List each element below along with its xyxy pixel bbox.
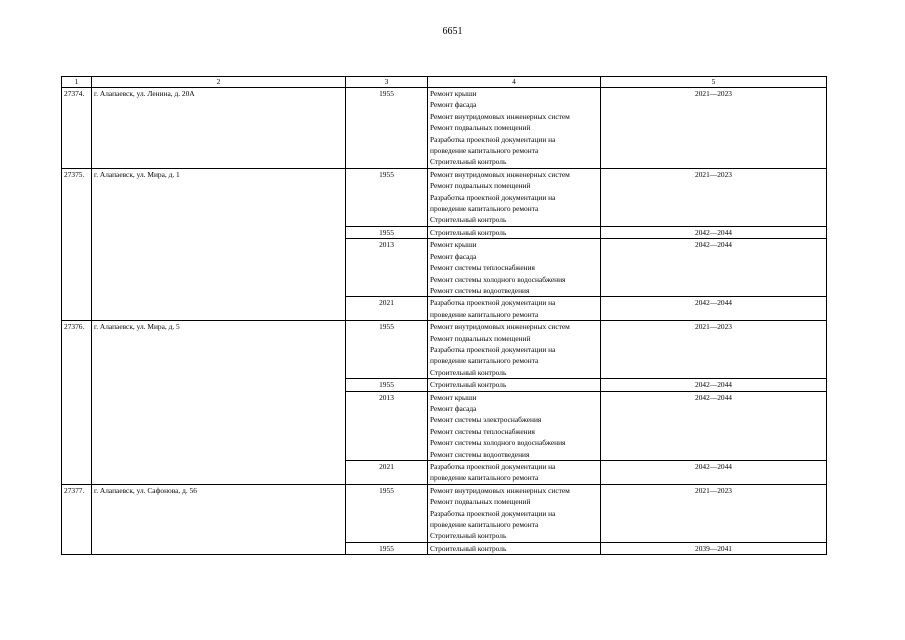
period-cell: 2042—2044 (601, 461, 827, 485)
work-item: Строительный контроль (430, 531, 507, 541)
work-item: Разработка проектной документации на (430, 344, 556, 354)
work-item: Разработка проектной документации на (430, 192, 556, 202)
page-number: 6651 (442, 26, 463, 37)
work-item: Ремонт внутридомовых инженерных систем (430, 485, 570, 495)
column-header-number: 1 (62, 77, 92, 88)
work-item: Ремонт крыши (430, 89, 477, 98)
period-cell: 2042—2044 (601, 297, 827, 321)
period-cell: 2021—2023 (601, 168, 827, 226)
table-row (62, 484, 827, 542)
period-cell: 2021—2023 (601, 484, 827, 542)
table-row (62, 321, 827, 379)
period-cell: 2021—2023 (601, 88, 827, 169)
work-item: проведение капитального ремонта (430, 473, 539, 483)
works-cell (428, 461, 601, 485)
works-cell (428, 542, 601, 554)
work-item: Ремонт системы водоотведения (430, 285, 530, 295)
works-cell (428, 391, 601, 460)
work-item: Строительный контроль (430, 227, 507, 237)
building-number-cell: 27374. (62, 88, 92, 169)
column-header-year: 3 (346, 77, 428, 88)
address-cell: г. Алапаевск, ул. Ленина, д. 20А (92, 88, 346, 169)
work-item: Ремонт подвальных помещений (430, 181, 531, 191)
period-cell: 2042—2044 (601, 226, 827, 238)
period-cell: 2042—2044 (601, 239, 827, 297)
year-cell: 1955 (346, 542, 428, 554)
work-item: Строительный контроль (430, 367, 507, 377)
repair-schedule-table (61, 76, 827, 555)
works-cell (428, 239, 601, 297)
work-item: Ремонт фасада (430, 100, 477, 110)
work-item: Ремонт подвальных помещений (430, 123, 531, 133)
table-body (62, 77, 827, 555)
year-cell: 2013 (346, 391, 428, 460)
work-item: Разработка проектной документации на (430, 462, 556, 471)
works-cell (428, 297, 601, 321)
work-item: Ремонт крыши (430, 240, 477, 250)
work-item: Ремонт подвальных помещений (430, 497, 531, 507)
year-cell: 2021 (346, 297, 428, 321)
work-item: Ремонт системы водоотведения (430, 449, 530, 459)
work-item: Ремонт системы холодного водоснабжения (430, 438, 566, 448)
work-item: проведение капитального ремонта (430, 146, 539, 156)
work-item: Ремонт подвальных помещений (430, 333, 531, 343)
work-item: Ремонт внутридомовых инженерных систем (430, 111, 570, 121)
work-item: Ремонт крыши (430, 392, 477, 402)
building-number-cell: 27376. (62, 321, 92, 485)
building-number-cell: 27375. (62, 168, 92, 320)
table-row (62, 168, 827, 226)
work-item: проведение капитального ремонта (430, 520, 539, 530)
work-item: Ремонт системы теплоснабжения (430, 426, 535, 436)
work-item: Строительный контроль (430, 380, 507, 390)
column-header-period: 5 (601, 77, 827, 88)
work-item: Разработка проектной документации на (430, 298, 556, 308)
building-number-cell: 27377. (62, 484, 92, 554)
works-cell (428, 484, 601, 542)
work-item: Ремонт системы холодного водоснабжения (430, 274, 566, 284)
work-item: Строительный контроль (430, 157, 507, 167)
year-cell: 2021 (346, 461, 428, 485)
column-header-works: 4 (428, 77, 601, 88)
work-item: Строительный контроль (430, 543, 507, 553)
address-cell: г. Алапаевск, ул. Сафонова, д. 56 (92, 484, 346, 554)
work-item: Ремонт системы электроснабжения (430, 415, 542, 425)
year-cell: 1955 (346, 88, 428, 169)
works-cell (428, 379, 601, 391)
year-cell: 1955 (346, 168, 428, 226)
work-item: Ремонт внутридомовых инженерных систем (430, 322, 570, 332)
works-cell (428, 226, 601, 238)
work-item: проведение капитального ремонта (430, 204, 539, 214)
period-cell: 2042—2044 (601, 379, 827, 391)
address-cell: г. Алапаевск, ул. Мира, д. 5 (92, 321, 346, 485)
year-cell: 2013 (346, 239, 428, 297)
column-header-row (62, 77, 827, 88)
address-cell: г. Алапаевск, ул. Мира, д. 1 (92, 168, 346, 320)
work-item: Разработка проектной документации на (430, 134, 556, 144)
year-cell: 1955 (346, 484, 428, 542)
work-item: Ремонт фасада (430, 251, 477, 261)
work-item: Разработка проектной документации на (430, 508, 556, 518)
works-cell (428, 88, 601, 169)
work-item: Ремонт фасада (430, 403, 477, 413)
works-cell (428, 168, 601, 226)
column-header-address: 2 (92, 77, 346, 88)
table-row (62, 88, 827, 169)
work-item: Ремонт внутридомовых инженерных систем (430, 169, 570, 179)
period-cell: 2042—2044 (601, 391, 827, 460)
period-cell: 2021—2023 (601, 321, 827, 379)
work-item: Строительный контроль (430, 215, 507, 225)
work-item: проведение капитального ремонта (430, 309, 539, 319)
work-item: проведение капитального ремонта (430, 356, 539, 366)
year-cell: 1955 (346, 379, 428, 391)
work-item: Ремонт системы теплоснабжения (430, 263, 535, 273)
year-cell: 1955 (346, 321, 428, 379)
works-cell (428, 321, 601, 379)
period-cell: 2039—2041 (601, 542, 827, 554)
year-cell: 1955 (346, 226, 428, 238)
